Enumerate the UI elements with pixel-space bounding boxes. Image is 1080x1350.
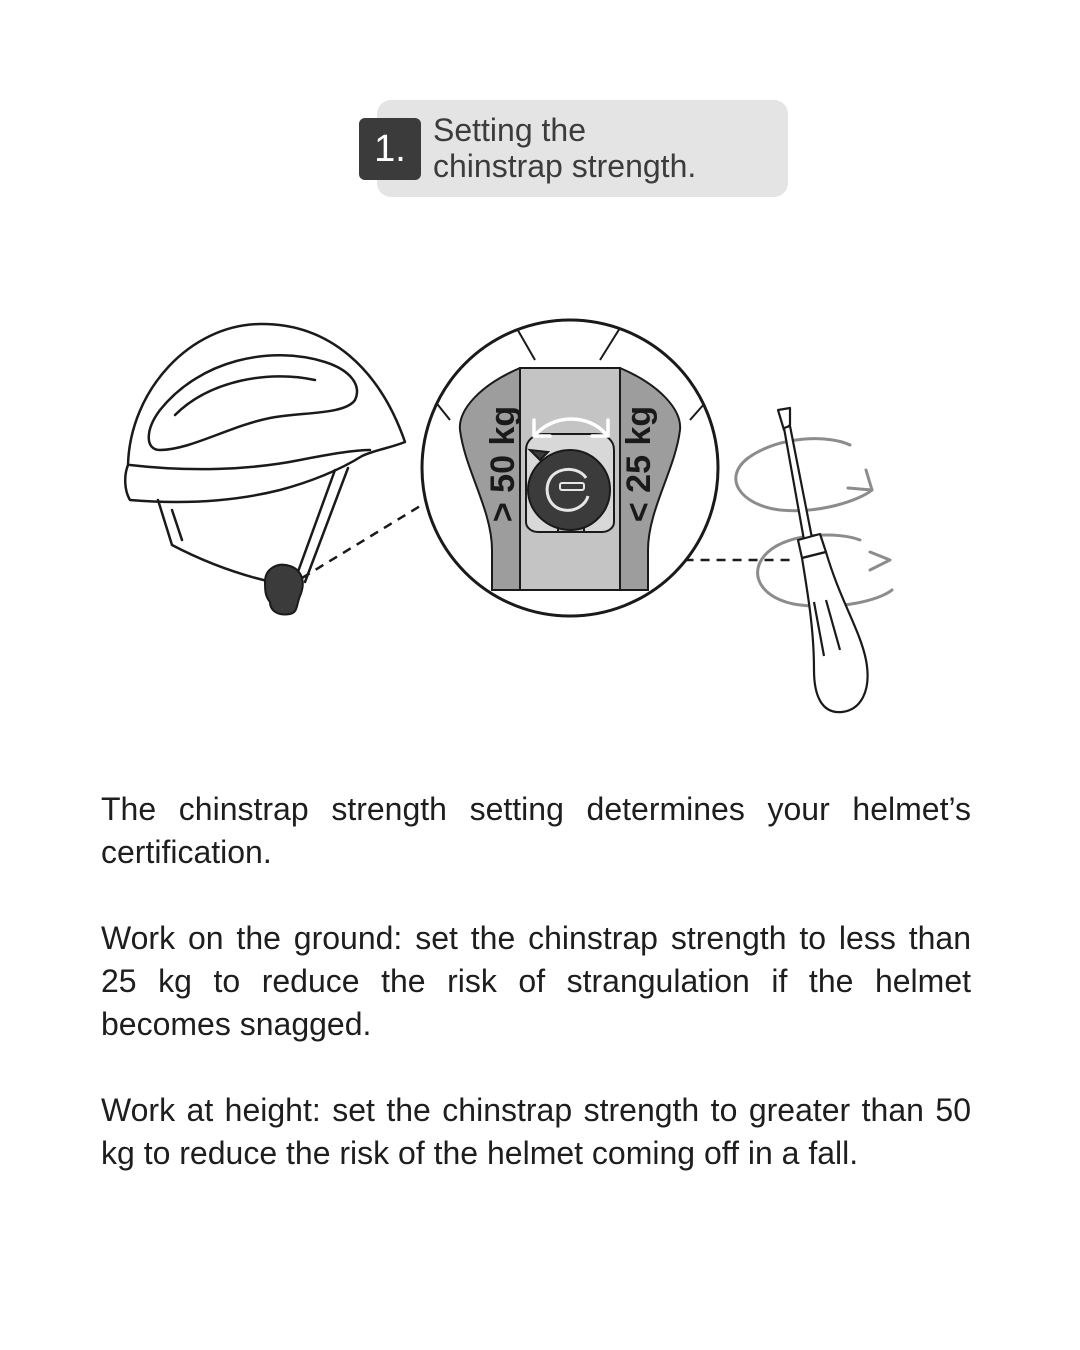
instructions-text (101, 788, 971, 1218)
label-high-strength: > 50 kg (484, 405, 522, 523)
strength-dial-icon (528, 450, 610, 530)
step-title-line-1: Setting the (433, 112, 586, 148)
chinstrap-illustration (100, 300, 920, 730)
step-number-badge: 1. (359, 118, 421, 180)
step-title-line-2: chinstrap strength. (433, 148, 697, 184)
paragraph-certification: The chinstrap strength setting determines your helmet’s certification. (101, 791, 971, 870)
step-header (359, 100, 789, 197)
paragraph-height-work: Work at height: set the chinstrap strength to greater than 50 kg to reduce the risk of the helmet coming off in a fall. (101, 1092, 971, 1171)
magnifier-circle-icon (422, 320, 718, 616)
chinstrap-buckle-icon (265, 565, 303, 615)
label-low-strength: < 25 kg (620, 405, 658, 523)
helmet-icon (125, 324, 405, 585)
paragraph-ground-work: Work on the ground: set the chinstrap strength to less than 25 kg to reduce the risk of strangulation if the helmet becomes snagged. (101, 920, 971, 1042)
screwdriver-icon (778, 408, 868, 712)
step-title (433, 112, 773, 184)
